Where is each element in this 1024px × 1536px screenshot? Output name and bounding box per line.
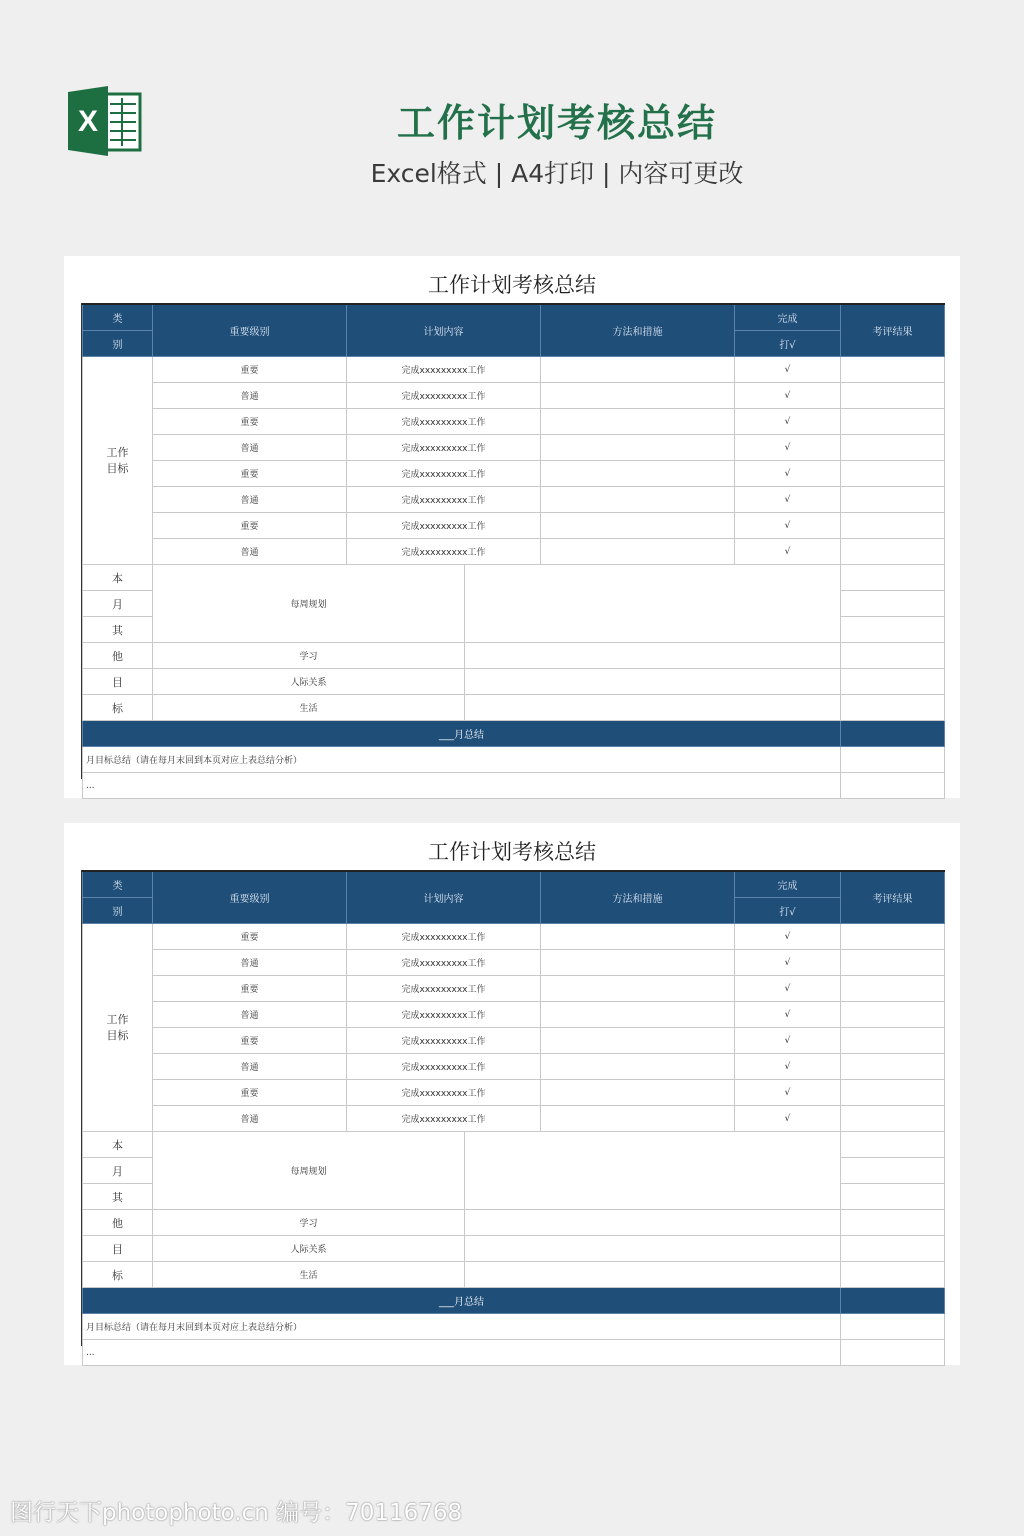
other-item-content[interactable] (465, 695, 841, 721)
goal-level: 重要 (153, 924, 347, 950)
table-container (81, 303, 945, 791)
goal-method[interactable] (541, 924, 735, 950)
col-category-top: 类 (83, 871, 153, 898)
excel-icon (68, 86, 142, 156)
other-goal-char: 他 (83, 1210, 153, 1236)
goal-level: 重要 (153, 357, 347, 383)
goal-method[interactable] (541, 357, 735, 383)
goal-level: 普通 (153, 487, 347, 513)
goal-plan: 完成xxxxxxxxx工作 (347, 1002, 541, 1028)
goal-method[interactable] (541, 1028, 735, 1054)
goal-plan: 完成xxxxxxxxx工作 (347, 383, 541, 409)
summary-result[interactable] (841, 1314, 945, 1340)
goal-result[interactable] (841, 383, 945, 409)
other-item-relations: 人际关系 (153, 669, 465, 695)
goal-result[interactable] (841, 1028, 945, 1054)
goal-result[interactable] (841, 539, 945, 565)
goal-level: 重要 (153, 976, 347, 1002)
goal-method[interactable] (541, 976, 735, 1002)
other-item-content[interactable] (465, 643, 841, 669)
goal-done: √ (735, 1106, 841, 1132)
other-result[interactable] (841, 617, 945, 643)
col-level: 重要级别 (153, 304, 347, 357)
other-result[interactable] (841, 1184, 945, 1210)
summary-note: 月目标总结（请在每月末回到本页对应上表总结分析） (83, 1314, 841, 1340)
goal-done: √ (735, 1002, 841, 1028)
goal-done: √ (735, 924, 841, 950)
other-goal-char: 本 (83, 1132, 153, 1158)
goal-level: 普通 (153, 950, 347, 976)
col-done-top: 完成 (735, 304, 841, 331)
goal-result[interactable] (841, 435, 945, 461)
goal-method[interactable] (541, 1054, 735, 1080)
goal-method[interactable] (541, 1002, 735, 1028)
other-item-content[interactable] (465, 1262, 841, 1288)
goal-done: √ (735, 1080, 841, 1106)
goal-level: 普通 (153, 1054, 347, 1080)
goal-level: 重要 (153, 513, 347, 539)
other-goal-char: 标 (83, 695, 153, 721)
goal-result[interactable] (841, 357, 945, 383)
goal-result[interactable] (841, 409, 945, 435)
sheet-title: 工作计划考核总结 (428, 840, 596, 864)
other-item-content[interactable] (465, 669, 841, 695)
goal-done: √ (735, 539, 841, 565)
goal-plan: 完成xxxxxxxxx工作 (347, 435, 541, 461)
sheet-preview-1 (64, 256, 960, 798)
monthly-summary-header: ___月总结 (83, 1288, 841, 1314)
summary-result[interactable] (841, 747, 945, 773)
plan-table (82, 870, 945, 1366)
other-item-content[interactable] (465, 1210, 841, 1236)
goal-done: √ (735, 357, 841, 383)
goal-plan: 完成xxxxxxxxx工作 (347, 539, 541, 565)
col-plan: 计划内容 (347, 304, 541, 357)
sheet-preview-2 (64, 823, 960, 1365)
goal-done: √ (735, 383, 841, 409)
goal-level: 重要 (153, 461, 347, 487)
goal-method[interactable] (541, 435, 735, 461)
other-goal-char: 其 (83, 617, 153, 643)
col-level: 重要级别 (153, 871, 347, 924)
work-goal-label: 工作 目标 (83, 924, 153, 1132)
goal-level: 普通 (153, 1002, 347, 1028)
summary-cut-row: ... (83, 773, 841, 799)
weekly-plan-content[interactable] (465, 565, 841, 643)
other-goal-char: 目 (83, 669, 153, 695)
goal-result[interactable] (841, 513, 945, 539)
monthly-summary-side (841, 721, 945, 747)
other-goal-char: 他 (83, 643, 153, 669)
col-done-top: 完成 (735, 871, 841, 898)
other-result[interactable] (841, 1132, 945, 1158)
goal-method[interactable] (541, 1080, 735, 1106)
col-done-bottom: 打√ (735, 331, 841, 357)
goal-done: √ (735, 950, 841, 976)
goal-level: 重要 (153, 1028, 347, 1054)
goal-plan: 完成xxxxxxxxx工作 (347, 924, 541, 950)
goal-plan: 完成xxxxxxxxx工作 (347, 461, 541, 487)
summary-cut-result (841, 1340, 945, 1366)
other-item-study: 学习 (153, 1210, 465, 1236)
summary-cut-row: ... (83, 1340, 841, 1366)
other-goal-char: 目 (83, 1236, 153, 1262)
goal-level: 普通 (153, 383, 347, 409)
other-result[interactable] (841, 1210, 945, 1236)
goal-method[interactable] (541, 1106, 735, 1132)
col-category-bottom: 别 (83, 331, 153, 357)
goal-plan: 完成xxxxxxxxx工作 (347, 487, 541, 513)
col-plan: 计划内容 (347, 871, 541, 924)
col-result: 考评结果 (841, 304, 945, 357)
goal-plan: 完成xxxxxxxxx工作 (347, 513, 541, 539)
goal-level: 重要 (153, 1080, 347, 1106)
goal-result[interactable] (841, 1002, 945, 1028)
other-result[interactable] (841, 695, 945, 721)
goal-done: √ (735, 409, 841, 435)
goal-plan: 完成xxxxxxxxx工作 (347, 1106, 541, 1132)
goal-method[interactable] (541, 950, 735, 976)
goal-method[interactable] (541, 513, 735, 539)
page-subtitle: Excel格式 | A4打印 | 内容可更改 (370, 159, 744, 188)
weekly-plan-content[interactable] (465, 1132, 841, 1210)
other-result[interactable] (841, 669, 945, 695)
goal-level: 普通 (153, 435, 347, 461)
goal-result[interactable] (841, 976, 945, 1002)
other-item-life: 生活 (153, 1262, 465, 1288)
col-category-bottom: 别 (83, 898, 153, 924)
other-result[interactable] (841, 643, 945, 669)
goal-result[interactable] (841, 1054, 945, 1080)
other-item-relations: 人际关系 (153, 1236, 465, 1262)
excel-logo-letter: X (77, 105, 99, 138)
work-goal-label: 工作 目标 (83, 357, 153, 565)
goal-done: √ (735, 976, 841, 1002)
goal-plan: 完成xxxxxxxxx工作 (347, 409, 541, 435)
goal-method[interactable] (541, 383, 735, 409)
goal-level: 普通 (153, 539, 347, 565)
goal-result[interactable] (841, 461, 945, 487)
sheet-title: 工作计划考核总结 (428, 273, 596, 297)
col-result: 考评结果 (841, 871, 945, 924)
other-result[interactable] (841, 1236, 945, 1262)
goal-method[interactable] (541, 487, 735, 513)
goal-done: √ (735, 461, 841, 487)
col-method: 方法和措施 (541, 871, 735, 924)
summary-note: 月目标总结（请在每月末回到本页对应上表总结分析） (83, 747, 841, 773)
other-result[interactable] (841, 565, 945, 591)
other-goal-char: 月 (83, 591, 153, 617)
other-item-content[interactable] (465, 1236, 841, 1262)
goal-level: 普通 (153, 1106, 347, 1132)
summary-cut-result (841, 773, 945, 799)
goal-plan: 完成xxxxxxxxx工作 (347, 1054, 541, 1080)
goal-result[interactable] (841, 1080, 945, 1106)
goal-done: √ (735, 1054, 841, 1080)
goal-done: √ (735, 513, 841, 539)
goal-plan: 完成xxxxxxxxx工作 (347, 357, 541, 383)
goal-plan: 完成xxxxxxxxx工作 (347, 950, 541, 976)
table-container (81, 870, 945, 1358)
goal-result[interactable] (841, 924, 945, 950)
weekly-plan-label: 每周规划 (153, 1132, 465, 1210)
other-goal-char: 月 (83, 1158, 153, 1184)
weekly-plan-label: 每周规划 (153, 565, 465, 643)
page-title: 工作计划考核总结 (396, 101, 717, 145)
plan-table (82, 303, 945, 799)
other-result[interactable] (841, 1158, 945, 1184)
goal-done: √ (735, 1028, 841, 1054)
goal-plan: 完成xxxxxxxxx工作 (347, 1028, 541, 1054)
page-header (0, 0, 1024, 240)
monthly-summary-header: ___月总结 (83, 721, 841, 747)
col-done-bottom: 打√ (735, 898, 841, 924)
other-goal-char: 其 (83, 1184, 153, 1210)
watermark-text: 图行天下photophoto.cn 编号：70116768 (10, 1500, 463, 1526)
other-goal-char: 本 (83, 565, 153, 591)
goal-result[interactable] (841, 950, 945, 976)
other-item-life: 生活 (153, 695, 465, 721)
goal-done: √ (735, 487, 841, 513)
goal-result[interactable] (841, 1106, 945, 1132)
monthly-summary-side (841, 1288, 945, 1314)
goal-done: √ (735, 435, 841, 461)
goal-level: 重要 (153, 409, 347, 435)
goal-plan: 完成xxxxxxxxx工作 (347, 976, 541, 1002)
goal-plan: 完成xxxxxxxxx工作 (347, 1080, 541, 1106)
other-result[interactable] (841, 591, 945, 617)
goal-method[interactable] (541, 461, 735, 487)
col-category-top: 类 (83, 304, 153, 331)
goal-result[interactable] (841, 487, 945, 513)
other-goal-char: 标 (83, 1262, 153, 1288)
goal-method[interactable] (541, 409, 735, 435)
goal-method[interactable] (541, 539, 735, 565)
col-method: 方法和措施 (541, 304, 735, 357)
other-item-study: 学习 (153, 643, 465, 669)
other-result[interactable] (841, 1262, 945, 1288)
